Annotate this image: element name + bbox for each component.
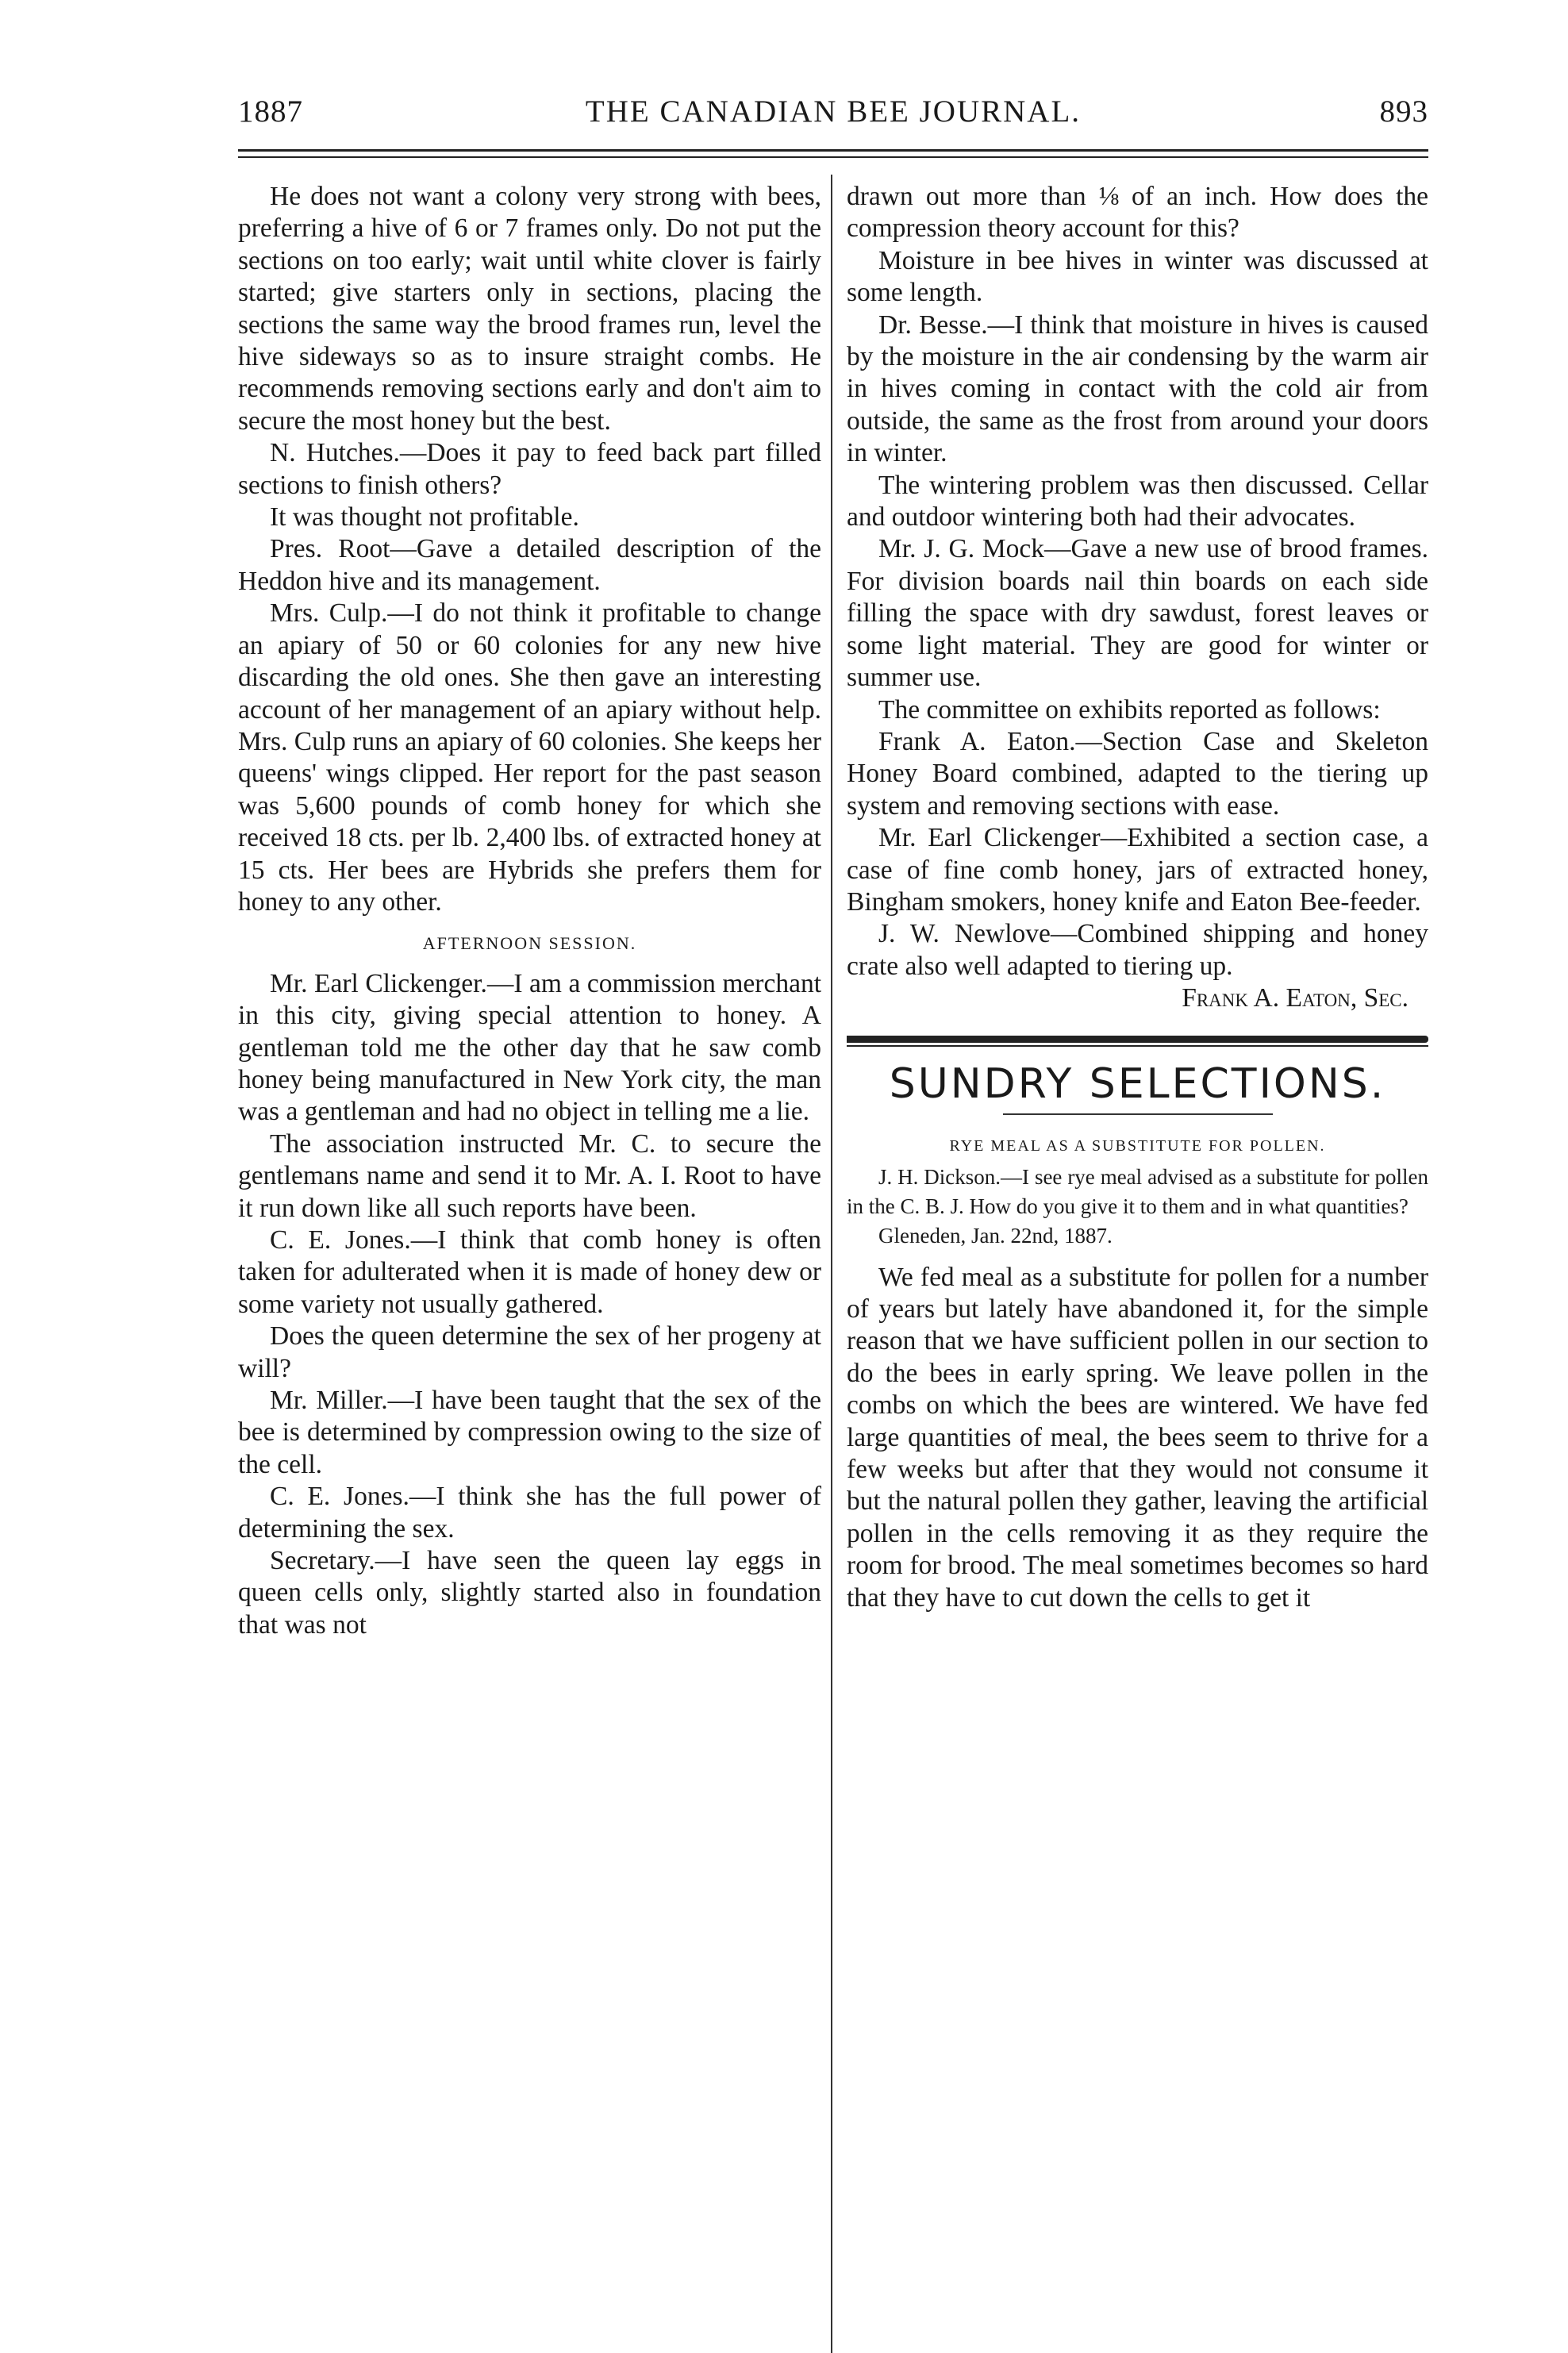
paragraph: C. E. Jones.—I think that comb honey is often taken for adulterated when it is made of honey dew or some variety not usually gathered.	[238, 1225, 821, 1319]
article-subheading: RYE MEAL AS A SUBSTITUTE FOR POLLEN.	[949, 1136, 1326, 1155]
left-column	[238, 181, 821, 1641]
running-header	[238, 94, 1428, 149]
paragraph: Moisture in bee hives in winter was discussed at some length.	[847, 245, 1428, 308]
reader-letter: J. H. Dickson.—I see rye meal advised as a substitute for pollen in the C. B. J. How do you give it to them and in what quantities?	[847, 1164, 1428, 1218]
paragraph: J. W. Newlove—Combined shipping and honey crate also well adapted to tiering up.	[847, 919, 1428, 981]
paragraph: drawn out more than ⅛ of an inch. How does the compression theory account for this?	[847, 182, 1428, 244]
header-rule	[238, 149, 1428, 158]
section-title: SUNDRY SELECTIONS.	[889, 1059, 1386, 1108]
right-column	[847, 181, 1428, 1614]
paragraph: Dr. Besse.—I think that moisture in hives is caused by the moisture in the air condensing by the warm air in hives coming in contact with the cold air from outside, the same as the frost from around your doors in winter.	[847, 310, 1428, 468]
paragraph: Mr. J. G. Mock—Gave a new use of brood frames. For division boards nail thin boards on each side filling the space with dry sawdust, forest leaves or some light material. They are good for winter or summer use.	[847, 534, 1428, 693]
column-divider	[831, 175, 832, 2353]
section-rule-thick	[847, 1036, 1428, 1043]
paragraph: Does the queen determine the sex of her progeny at will?	[238, 1321, 821, 1383]
page-number: 893	[1379, 94, 1428, 129]
paragraph: It was thought not profitable.	[270, 502, 579, 533]
title-underline	[1003, 1113, 1273, 1115]
section-rule-thin	[847, 1045, 1428, 1047]
paragraph: He does not want a colony very strong with bees, preferring a hive of 6 or 7 frames only. Do not put the sections on too early; wait until white clover is fairly started; give starters only in sections, placing the sections the same way the brood frames run, level the hive sideways so as to insure straight combs. He recommends removing sections early and don't aim to secure the most honey but the best.	[238, 182, 821, 436]
paragraph: The association instructed Mr. C. to secure the gentlemans name and send it to Mr. A. I. Root to have it run down like all such reports have been.	[238, 1128, 821, 1223]
journal-title: THE CANADIAN BEE JOURNAL.	[585, 94, 1082, 129]
editor-reply: We fed meal as a substitute for pollen for a number of years but lately have abandoned it, for the simple reason that we have sufficient pollen in our section to do the bees in early spring. We leave pollen in the combs on which the bees are wintered. We have fed large quantities of meal, the bees seem to thrive for a few weeks but after that they would not consume it but the natural pollen they gather, leaving the artificial pollen in the cells removing it as they require the room for brood. The meal sometimes becomes so hard that they have to cut down the cells to get it	[847, 1262, 1428, 1613]
secretary-signature: Frank A. Eaton, Sec.	[1182, 983, 1409, 1013]
paragraph: The committee on exhibits reported as follows:	[878, 694, 1381, 725]
paragraph: The wintering problem was then discussed. Cellar and outdoor wintering both had their advocates.	[847, 470, 1428, 533]
paragraph: Secretary.—I have seen the queen lay eggs in queen cells only, slightly started also in foundation that was not	[238, 1546, 821, 1640]
paragraph: Pres. Root—Gave a detailed description of the Heddon hive and its management.	[238, 534, 821, 596]
paragraph: Mr. Miller.—I have been taught that the sex of the bee is determined by compression owing to the size of the cell.	[238, 1386, 821, 1479]
paragraph: N. Hutches.—Does it pay to feed back part filled sections to finish others?	[238, 438, 821, 500]
header-year: 1887	[238, 94, 303, 129]
session-heading: AFTERNOON SESSION.	[422, 933, 637, 954]
letter-dateline: Gleneden, Jan. 22nd, 1887.	[878, 1223, 1113, 1248]
paragraph: Mr. Earl Clickenger.—I am a commission merchant in this city, giving special attention to honey. A gentleman told me the other day that he saw comb honey being manufactured in New York city, the man was a gentleman and had no object in telling me a lie.	[238, 968, 821, 1127]
paragraph: Frank A. Eaton.—Section Case and Skeleton Honey Board combined, adapted to the tiering up system and removing sections with ease.	[847, 726, 1428, 821]
paragraph: Mr. Earl Clickenger—Exhibited a section case, a case of fine comb honey, jars of extracted honey, Bingham smokers, honey knife and Eaton Bee-feeder.	[847, 823, 1428, 917]
paragraph: Mrs. Culp.—I do not think it profitable to change an apiary of 50 or 60 colonies for any new hive discarding the old ones. She then gave an interesting account of her management of an apiary without help. Mrs. Culp runs an apiary of 60 colonies. She keeps her queens' wings clipped. Her report for the past season was 5,600 pounds of comb honey for which she received 18 cts. per lb. 2,400 lbs. of extracted honey at 15 cts. Her bees are Hybrids she prefers them for honey to any other.	[238, 598, 821, 917]
paragraph: C. E. Jones.—I think she has the full power of determining the sex.	[238, 1482, 821, 1544]
